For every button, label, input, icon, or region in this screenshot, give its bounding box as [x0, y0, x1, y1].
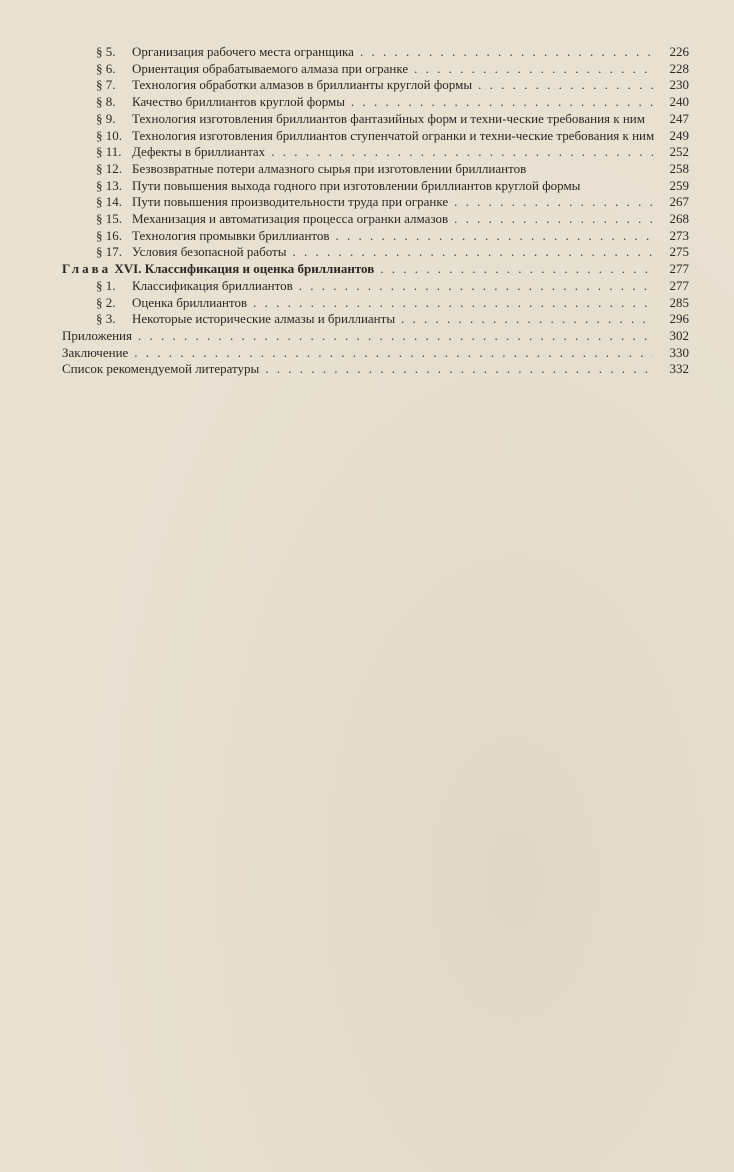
section-number: § 11.: [96, 144, 122, 160]
entry-title: Пути повышения выхода годного при изготовлении бриллиантов круглой формы: [132, 177, 581, 193]
dot-leader: [265, 361, 653, 378]
dot-leader: [138, 328, 653, 345]
toc-entry: [62, 128, 689, 145]
toc-entry: [62, 328, 689, 345]
dot-leader: [336, 228, 653, 245]
dot-leader: [380, 261, 653, 278]
page-number: 240: [669, 94, 689, 110]
entry-title: Пути повышения производительности труда при огранке: [132, 194, 449, 210]
page-number: 226: [669, 44, 689, 59]
toc-entry: [62, 278, 689, 295]
page-number: 330: [669, 344, 689, 360]
toc-entry: [62, 345, 689, 362]
section-number: § 12.: [96, 160, 122, 176]
chapter-title: XVI. Классификация и оценка бриллиантов: [114, 261, 375, 277]
entry-title: Дефекты в бриллиантах: [132, 144, 266, 160]
entry-title: Безвозвратные потери алмазного сырья при изготовлении бриллиантов: [132, 160, 527, 176]
dot-leader: [253, 295, 653, 312]
entry-title: Список рекомендуемой литературы: [62, 361, 260, 377]
toc-entry: [62, 361, 689, 378]
section-number: § 8.: [96, 94, 116, 110]
dot-leader: [299, 278, 653, 295]
toc-entry: [62, 61, 689, 78]
entry-title: Оценка бриллиантов: [132, 294, 248, 310]
dot-leader: [454, 194, 653, 211]
dot-leader: [478, 77, 653, 94]
entry-title: Организация рабочего места огранщика: [132, 44, 354, 59]
page-number: 296: [669, 311, 689, 327]
toc-entry: [62, 94, 689, 111]
dot-leader: [414, 61, 653, 78]
entry-title: Технология обработки алмазов в бриллианты круглой формы: [132, 77, 473, 93]
section-number: § 5.: [96, 44, 116, 59]
entry-title: Технология изготовления бриллиантов ступенчатой огранки и техни-ческие требования к ним: [132, 127, 655, 143]
section-number: § 2.: [96, 294, 116, 310]
table-of-contents: [62, 44, 689, 378]
dot-leader: [401, 311, 653, 328]
page-number: 247: [669, 110, 689, 126]
page-number: 249: [669, 127, 689, 143]
dot-leader: [271, 144, 653, 161]
section-number: § 14.: [96, 194, 122, 210]
toc-entry: [62, 178, 689, 195]
section-number: § 10.: [96, 127, 122, 143]
section-number: § 9.: [96, 110, 116, 126]
dot-leader: [360, 44, 653, 61]
section-number: § 3.: [96, 311, 116, 327]
section-number: § 17.: [96, 244, 122, 260]
section-number: § 16.: [96, 227, 122, 243]
page-number: 275: [669, 244, 689, 260]
chapter-heading: [62, 261, 689, 278]
dot-leader: [134, 345, 653, 362]
entry-title: Условия безопасной работы: [132, 244, 287, 260]
dot-leader: [454, 211, 653, 228]
entry-title: Ориентация обрабатываемого алмаза при огранке: [132, 60, 409, 76]
entry-title: Технология изготовления бриллиантов фантазийных форм и техни-ческие требования к ним: [132, 110, 645, 126]
page-number: 273: [669, 227, 689, 243]
entry-title: Классификация бриллиантов: [132, 277, 293, 293]
page-number: 259: [669, 177, 689, 193]
toc-entry: [62, 194, 689, 211]
section-number: § 1.: [96, 277, 116, 293]
page-number: 252: [669, 144, 689, 160]
toc-entry: [62, 228, 689, 245]
toc-entry: [62, 111, 689, 128]
section-number: § 13.: [96, 177, 122, 193]
toc-entry: [62, 295, 689, 312]
toc-entry: [62, 161, 689, 178]
page-number: 285: [669, 294, 689, 310]
page-number: 267: [669, 194, 689, 210]
entry-title: Заключение: [62, 344, 129, 360]
page-number: 228: [669, 60, 689, 76]
page-number: 302: [669, 327, 689, 343]
toc-entry: [62, 244, 689, 261]
dot-leader: [292, 244, 653, 261]
page-number: 277: [669, 277, 689, 293]
page-number: 230: [669, 77, 689, 93]
chapter-label: Глава: [62, 261, 112, 277]
page-number: 258: [669, 160, 689, 176]
entry-title: Некоторые исторические алмазы и бриллианты: [132, 311, 396, 327]
toc-entry: [62, 211, 689, 228]
dot-leader: [351, 94, 653, 111]
entry-title: Качество бриллиантов круглой формы: [132, 94, 345, 110]
toc-entry: [62, 77, 689, 94]
entry-title: Приложения: [62, 327, 132, 343]
entry-title: Механизация и автоматизация процесса огранки алмазов: [132, 211, 449, 227]
section-number: § 15.: [96, 211, 122, 227]
toc-entry: [62, 44, 689, 61]
entry-title: Технология промывки бриллиантов: [132, 227, 330, 243]
toc-entry: [62, 311, 689, 328]
page-number: 277: [669, 261, 689, 277]
section-number: § 6.: [96, 60, 116, 76]
section-number: § 7.: [96, 77, 116, 93]
toc-entry: [62, 144, 689, 161]
page-number: 332: [669, 361, 689, 377]
page-number: 268: [669, 211, 689, 227]
